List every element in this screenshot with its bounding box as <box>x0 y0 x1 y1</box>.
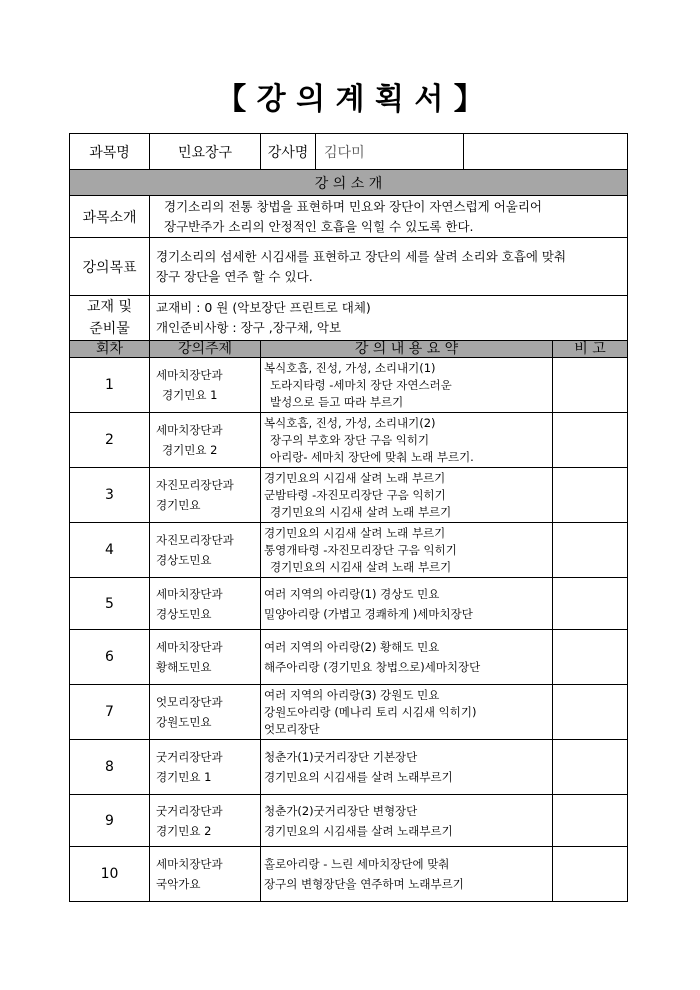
table-row <box>70 578 628 630</box>
materials-line: 교재비 : 0 원 (악보장단 프린트로 대체) <box>156 300 371 315</box>
session-number: 4 <box>70 523 150 578</box>
topic-line: 세마치장단과 <box>156 857 223 871</box>
subject-label: 과목명 <box>70 134 150 170</box>
content-line: 경기민요의 시김새 살려 노래 부르기 <box>270 559 452 574</box>
content-line: 복식호흡, 진성, 가성, 소리내기(1) <box>264 360 436 375</box>
table-row <box>70 740 628 795</box>
intro-line: 경기소리의 전통 창법을 표현하며 민요와 장단이 자연스럽게 어울리어 <box>164 198 542 214</box>
topic-line: 굿거리장단과 <box>156 750 223 764</box>
topic-line: 경상도민요 <box>156 553 212 567</box>
session-number: 6 <box>70 630 150 685</box>
session-content <box>261 847 553 902</box>
session-content <box>261 468 553 523</box>
session-remarks <box>553 578 628 630</box>
intro-label: 과목소개 <box>70 196 150 238</box>
content-line: 경기민요의 시김새를 살려 노래부르기 <box>264 823 453 838</box>
session-remarks <box>553 523 628 578</box>
subject-value: 민요장구 <box>150 134 261 170</box>
session-content <box>261 795 553 847</box>
intro-line: 장구반주가 소리의 안정적인 호흡을 익힐 수 있도록 한다. <box>164 218 474 234</box>
column-header-row <box>70 341 628 358</box>
session-number: 5 <box>70 578 150 630</box>
session-remarks <box>553 740 628 795</box>
topic-line: 경기민요 1 <box>156 770 212 784</box>
content-line: 밀양아리랑 (가볍고 경쾌하게 )세마치장단 <box>264 606 473 621</box>
session-number: 3 <box>70 468 150 523</box>
goal-line: 경기소리의 섬세한 시김새를 표현하고 장단의 세를 살려 소리와 호흡에 맞춰 <box>156 248 567 264</box>
topic-line: 경기민요 <box>156 498 201 512</box>
session-topic <box>150 578 261 630</box>
content-line: 경기민요의 시김새 살려 노래 부르기 <box>264 525 446 540</box>
table-row <box>70 630 628 685</box>
content-line: 발성으로 듣고 따라 부르기 <box>270 394 404 409</box>
session-content <box>261 413 553 468</box>
session-content <box>261 685 553 740</box>
content-line: 아리랑- 세마치 장단에 맞춰 노래 부르기. <box>270 449 474 464</box>
session-number: 9 <box>70 795 150 847</box>
table-row <box>70 413 628 468</box>
content-line: 여러 지역의 아리랑(3) 강원도 민요 <box>264 687 440 702</box>
session-topic <box>150 685 261 740</box>
content-line: 통영개타령 -자진모리장단 구음 익히기 <box>264 542 457 557</box>
topic-line: 경기민요 2 <box>162 443 218 457</box>
table-row <box>70 847 628 902</box>
session-topic <box>150 358 261 413</box>
session-remarks <box>553 468 628 523</box>
session-number: 2 <box>70 413 150 468</box>
content-line: 경기민요의 시김새 살려 노래 부르기 <box>264 470 446 485</box>
session-topic <box>150 468 261 523</box>
session-content <box>261 740 553 795</box>
session-remarks <box>553 847 628 902</box>
document-title: 【 강 의 계 획 서 】 <box>216 82 484 117</box>
topic-line: 국악가요 <box>156 877 201 891</box>
topic-line: 세마치장단과 <box>156 640 223 654</box>
materials-label-line: 교재 및 <box>86 299 133 315</box>
topic-line: 굿거리장단과 <box>156 803 223 818</box>
content-line: 군밤타령 -자진모리장단 구음 익히기 <box>264 487 446 502</box>
header-empty-cell <box>464 134 628 170</box>
session-number: 8 <box>70 740 150 795</box>
header-row <box>70 134 628 170</box>
topic-line: 세마치장단과 <box>156 423 223 437</box>
topic-line: 엇모리장단과 <box>156 695 223 709</box>
instructor-label: 강사명 <box>261 134 316 170</box>
topic-line: 세마치장단과 <box>156 368 223 382</box>
content-line: 해주아리랑 (경기민요 창법으로)세마치장단 <box>264 660 481 674</box>
session-remarks <box>553 795 628 847</box>
session-topic <box>150 795 261 847</box>
intro-banner: 강 의 소 개 <box>70 170 628 196</box>
content-line: 여러 지역의 아리랑(2) 황해도 민요 <box>264 640 440 654</box>
topic-line: 자진모리장단과 <box>156 533 234 547</box>
lecture-plan-table <box>69 133 628 902</box>
col-session: 회차 <box>70 341 150 358</box>
content-line: 청춘가(1)굿거리장단 기본장단 <box>264 750 418 764</box>
instructor-value: 김다미 <box>316 134 464 170</box>
topic-line: 경기민요 2 <box>156 823 212 838</box>
col-summary: 강 의 내 용 요 약 <box>261 341 553 358</box>
session-topic <box>150 847 261 902</box>
session-remarks <box>553 358 628 413</box>
table-row <box>70 523 628 578</box>
table-row <box>70 795 628 847</box>
session-topic <box>150 523 261 578</box>
content-line: 엇모리장단 <box>264 721 320 736</box>
session-content <box>261 523 553 578</box>
table-row <box>70 468 628 523</box>
session-number: 7 <box>70 685 150 740</box>
table-row <box>70 358 628 413</box>
content-line: 경기민요의 시김새 살려 노래 부르기 <box>270 504 452 519</box>
materials-line: 개인준비사항 : 장구 ,장구채, 악보 <box>156 320 342 335</box>
topic-line: 경상도민요 <box>156 606 212 621</box>
content-line: 강원도아리랑 (메나리 토리 시김새 익히기) <box>264 704 477 719</box>
topic-line: 강원도민요 <box>156 715 212 729</box>
session-content <box>261 578 553 630</box>
col-remarks: 비 고 <box>553 341 628 358</box>
content-line: 청춘가(2)굿거리장단 변형장단 <box>264 803 418 818</box>
session-topic <box>150 413 261 468</box>
session-remarks <box>553 685 628 740</box>
session-number: 1 <box>70 358 150 413</box>
topic-line: 자진모리장단과 <box>156 478 234 492</box>
session-remarks <box>553 630 628 685</box>
session-content <box>261 358 553 413</box>
goal-text <box>150 238 628 296</box>
content-line: 장구의 부호와 장단 구음 익히기 <box>270 432 430 447</box>
topic-line: 세마치장단과 <box>156 586 223 601</box>
content-line: 복식호흡, 진성, 가성, 소리내기(2) <box>264 415 436 430</box>
session-content <box>261 630 553 685</box>
content-line: 경기민요의 시김새를 살려 노래부르기 <box>264 770 453 784</box>
session-remarks <box>553 413 628 468</box>
content-line: 도라지타령 -세마치 장단 자연스러운 <box>270 377 452 392</box>
content-line: 홀로아리랑 - 느린 세마치장단에 맞춰 <box>264 857 450 871</box>
session-topic <box>150 740 261 795</box>
topic-line: 황해도민요 <box>156 660 212 674</box>
materials-label <box>70 296 150 341</box>
goal-line: 장구 장단을 연주 할 수 있다. <box>156 268 313 284</box>
goal-label: 강의목표 <box>70 238 150 296</box>
topic-line: 경기민요 1 <box>162 388 218 402</box>
session-number: 10 <box>70 847 150 902</box>
table-row <box>70 685 628 740</box>
materials-text <box>150 296 628 341</box>
content-line: 여러 지역의 아리랑(1) 경상도 민요 <box>264 586 440 601</box>
col-topic: 강의주제 <box>150 341 261 358</box>
session-topic <box>150 630 261 685</box>
materials-label-line: 준비물 <box>89 321 130 337</box>
content-line: 장구의 변형장단을 연주하며 노래부르기 <box>264 877 464 891</box>
intro-text <box>150 196 628 238</box>
